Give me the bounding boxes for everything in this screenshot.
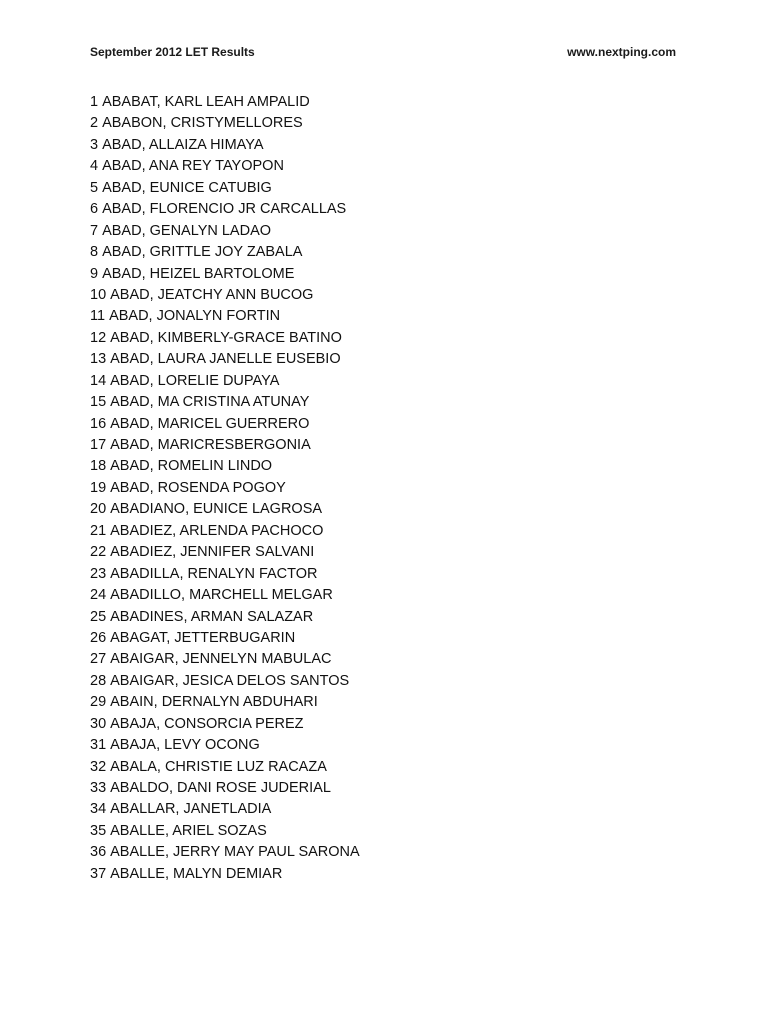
list-item (90, 607, 360, 628)
list-item (90, 542, 360, 563)
entry-number: 34 (90, 801, 107, 818)
list-item (90, 649, 360, 670)
results-list (90, 92, 360, 885)
entry-number: 3 (90, 136, 99, 153)
list-item (90, 349, 360, 370)
list-item (90, 264, 360, 285)
entry-name: ABADINES, ARMAN SALAZAR (110, 608, 314, 625)
entry-name: ABABAT, KARL LEAH AMPALID (102, 94, 310, 110)
entry-number: 24 (90, 587, 107, 604)
entry-name: ABAD, GRITTLE JOY ZABALA (102, 244, 303, 261)
list-item (90, 864, 360, 885)
entry-name: ABAD, KIMBERLY-GRACE BATINO (110, 329, 342, 346)
website-label: www.nextping.com (567, 45, 676, 59)
list-item (90, 842, 360, 863)
entry-name: ABAJA, LEVY OCONG (110, 737, 260, 754)
entry-number: 29 (90, 694, 107, 711)
entry-name: ABADILLA, RENALYN FACTOR (110, 565, 318, 582)
list-item (90, 285, 360, 306)
list-item (90, 799, 360, 820)
entry-name: ABAD, MARICEL GUERRERO (110, 415, 310, 432)
list-item (90, 671, 360, 692)
list-item (90, 113, 360, 134)
list-item (90, 435, 360, 456)
list-item (90, 478, 360, 499)
entry-name: ABAIN, DERNALYN ABDUHARI (110, 694, 318, 711)
entry-name: ABADIEZ, ARLENDA PACHOCO (110, 522, 324, 539)
list-item (90, 306, 360, 327)
list-item (90, 628, 360, 649)
list-item (90, 778, 360, 799)
entry-number: 31 (90, 737, 107, 754)
list-item (90, 135, 360, 156)
entry-name: ABAD, ROMELIN LINDO (110, 458, 273, 475)
entry-number: 18 (90, 458, 107, 475)
list-item (90, 92, 360, 113)
entry-number: 20 (90, 501, 107, 518)
entry-name: ABAD, GENALYN LADAO (102, 222, 272, 239)
document-title: September 2012 LET Results (90, 45, 255, 59)
entry-name: ABAD, MA CRISTINA ATUNAY (110, 394, 310, 411)
entry-number: 32 (90, 758, 107, 775)
entry-number: 23 (90, 565, 107, 582)
entry-number: 9 (90, 265, 99, 282)
entry-name: ABAD, LAURA JANELLE EUSEBIO (110, 351, 341, 368)
entry-number: 17 (90, 437, 107, 453)
list-item (90, 199, 360, 220)
entry-number: 1 (90, 94, 99, 110)
entry-name: ABALA, CHRISTIE LUZ RACAZA (110, 758, 327, 775)
entry-number: 35 (90, 822, 107, 839)
entry-number: 21 (90, 522, 107, 539)
entry-name: ABAD, MARICRESBERGONIA (110, 437, 311, 453)
entry-number: 22 (90, 544, 107, 561)
entry-name: ABAD, JEATCHY ANN BUCOG (110, 286, 314, 303)
entry-name: ABALLE, ARIEL SOZAS (110, 822, 267, 839)
entry-number: 28 (90, 672, 107, 689)
entry-name: ABALDO, DANI ROSE JUDERIAL (110, 780, 331, 796)
entry-number: 6 (90, 201, 99, 218)
entry-name: ABAIGAR, JESICA DELOS SANTOS (110, 672, 350, 689)
entry-number: 2 (90, 115, 99, 132)
entry-name: ABAD, ANA REY TAYOPON (102, 158, 284, 175)
entry-name: ABAGAT, JETTERBUGARIN (110, 629, 296, 646)
entry-number: 14 (90, 372, 107, 389)
entry-name: ABABON, CRISTYMELLORES (102, 115, 303, 132)
entry-number: 12 (90, 329, 107, 346)
list-item (90, 328, 360, 349)
entry-number: 5 (90, 179, 99, 196)
list-item (90, 735, 360, 756)
list-item (90, 392, 360, 413)
entry-name: ABADIEZ, JENNIFER SALVANI (110, 544, 315, 561)
entry-number: 19 (90, 479, 107, 496)
entry-name: ABALLE, JERRY MAY PAUL SARONA (110, 844, 360, 861)
list-item (90, 456, 360, 477)
entry-name: ABAD, HEIZEL BARTOLOME (102, 265, 295, 282)
entry-name: ABALLAR, JANETLADIA (110, 801, 272, 818)
entry-number: 37 (90, 865, 107, 882)
entry-number: 33 (90, 780, 107, 796)
list-item (90, 564, 360, 585)
entry-name: ABADIANO, EUNICE LAGROSA (110, 501, 323, 518)
list-item (90, 242, 360, 263)
entry-number: 8 (90, 244, 99, 261)
list-item (90, 499, 360, 520)
entry-number: 36 (90, 844, 107, 861)
entry-number: 10 (90, 286, 107, 303)
entry-number: 11 (90, 308, 106, 325)
list-item (90, 221, 360, 242)
entry-name: ABAJA, CONSORCIA PEREZ (110, 715, 304, 732)
entry-number: 25 (90, 608, 107, 625)
list-item (90, 757, 360, 778)
entry-number: 4 (90, 158, 99, 175)
entry-name: ABAD, LORELIE DUPAYA (110, 372, 280, 389)
list-item (90, 178, 360, 199)
list-item (90, 714, 360, 735)
entry-name: ABAD, ALLAIZA HIMAYA (102, 136, 264, 153)
entry-number: 16 (90, 415, 107, 432)
entry-number: 27 (90, 651, 107, 668)
list-item (90, 821, 360, 842)
page-header (90, 45, 676, 61)
entry-number: 13 (90, 351, 107, 368)
entry-name: ABAD, ROSENDA POGOY (110, 479, 286, 496)
entry-name: ABAIGAR, JENNELYN MABULAC (110, 651, 332, 668)
list-item (90, 156, 360, 177)
list-item (90, 371, 360, 392)
entry-name: ABALLE, MALYN DEMIAR (110, 865, 283, 882)
list-item (90, 585, 360, 606)
list-item (90, 692, 360, 713)
entry-number: 7 (90, 222, 99, 239)
list-item (90, 414, 360, 435)
entry-name: ABAD, EUNICE CATUBIG (102, 179, 272, 196)
entry-name: ABADILLO, MARCHELL MELGAR (110, 587, 333, 604)
entry-number: 30 (90, 715, 107, 732)
entry-name: ABAD, FLORENCIO JR CARCALLAS (102, 201, 347, 218)
list-item (90, 521, 360, 542)
entry-name: ABAD, JONALYN FORTIN (109, 308, 281, 325)
entry-number: 26 (90, 629, 107, 646)
entry-number: 15 (90, 394, 107, 411)
